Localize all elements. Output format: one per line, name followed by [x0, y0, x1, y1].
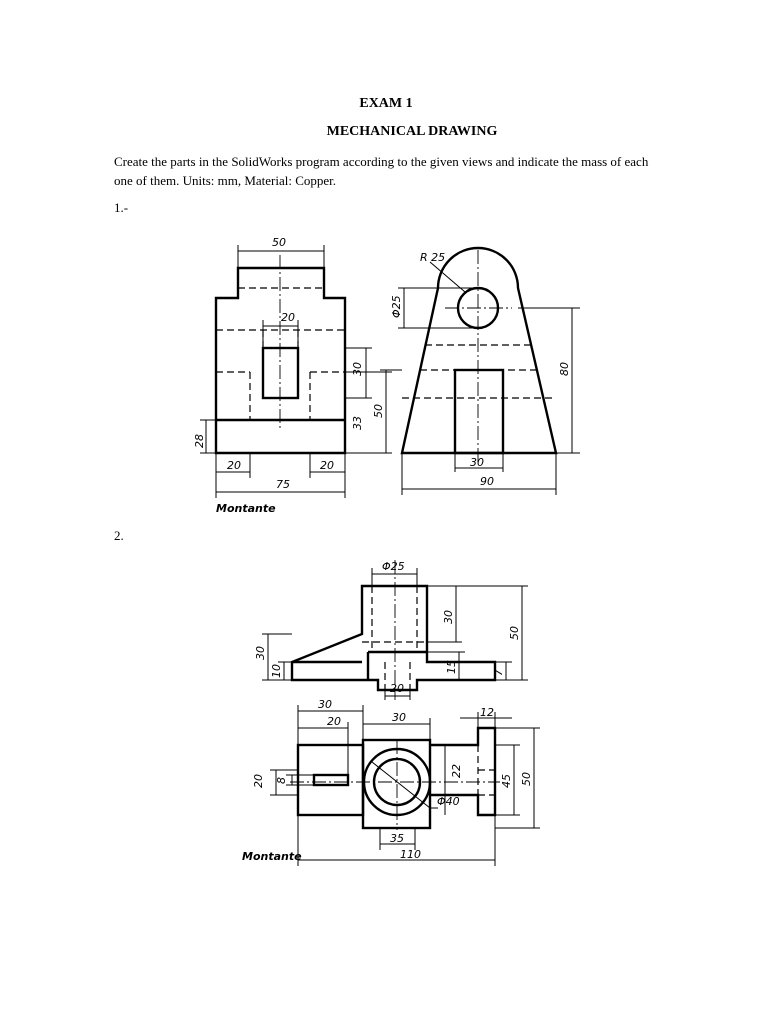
dim-2-front-30-right: 30 — [442, 610, 455, 624]
dim-1-front-75: 75 — [276, 478, 290, 491]
dim-2-top-8: 8 — [275, 777, 288, 784]
dim-2-top-30-mid: 30 — [392, 711, 406, 724]
dim-2-top-12: 12 — [480, 706, 494, 719]
dim-1-front-30: 30 — [351, 362, 364, 376]
dim-2-top-110: 110 — [400, 848, 421, 861]
caption-2: Montante — [242, 850, 302, 863]
dim-1-front-33: 33 — [351, 416, 364, 430]
dim-2-front-phi25: Φ25 — [382, 560, 405, 573]
dim-2-top-phi40: Φ40 — [437, 795, 460, 808]
dim-2-top-22: 22 — [450, 764, 463, 778]
exam-subtitle: MECHANICAL DRAWING — [326, 124, 498, 139]
dim-2-front-10: 10 — [270, 664, 283, 678]
dim-2-top-30-left: 30 — [318, 698, 332, 711]
dim-2-front-20: 20 — [390, 682, 404, 695]
instructions-paragraph: Create the parts in the SolidWorks program according to the given views and indicate the mass of each one of them. Units: mm, Material: Copper. — [114, 154, 649, 188]
dim-1-front-28: 28 — [193, 434, 206, 448]
dim-2-front-30-left: 30 — [254, 646, 267, 660]
dim-1-front-20-left: 20 — [227, 459, 241, 472]
dim-1-side-80: 80 — [558, 362, 571, 376]
dim-1-side-phi25: Φ25 — [390, 295, 403, 318]
problem-2-number: 2. — [114, 528, 124, 543]
dim-2-top-45: 45 — [500, 774, 513, 788]
dim-2-front-7: 7 — [492, 669, 505, 676]
drawing-2-top-view — [252, 698, 540, 866]
exam-title: EXAM 1 — [359, 96, 413, 111]
dim-1-side-r25: R 25 — [420, 251, 446, 264]
dim-2-top-20-upper: 20 — [327, 715, 341, 728]
dim-1-front-20: 20 — [281, 311, 295, 324]
drawing-2-front-view — [254, 560, 528, 700]
caption-1: Montante — [216, 502, 276, 515]
dim-1-front-20-right: 20 — [320, 459, 334, 472]
dim-2-front-15: 15 — [445, 660, 458, 674]
dim-2-top-35: 35 — [390, 832, 404, 845]
dim-1-front-50: 50 — [272, 236, 286, 249]
dim-2-front-50: 50 — [508, 626, 521, 640]
dim-2-top-50: 50 — [520, 772, 533, 786]
dim-1-side-30: 30 — [470, 456, 484, 469]
dim-2-top-20-left: 20 — [252, 774, 265, 788]
dim-1-side-50: 50 — [372, 404, 385, 418]
problem-1-number: 1.- — [114, 200, 129, 215]
dim-1-side-90: 90 — [480, 475, 494, 488]
drawing-1-side-view — [372, 248, 580, 495]
drawing-1-front-view — [193, 236, 392, 498]
